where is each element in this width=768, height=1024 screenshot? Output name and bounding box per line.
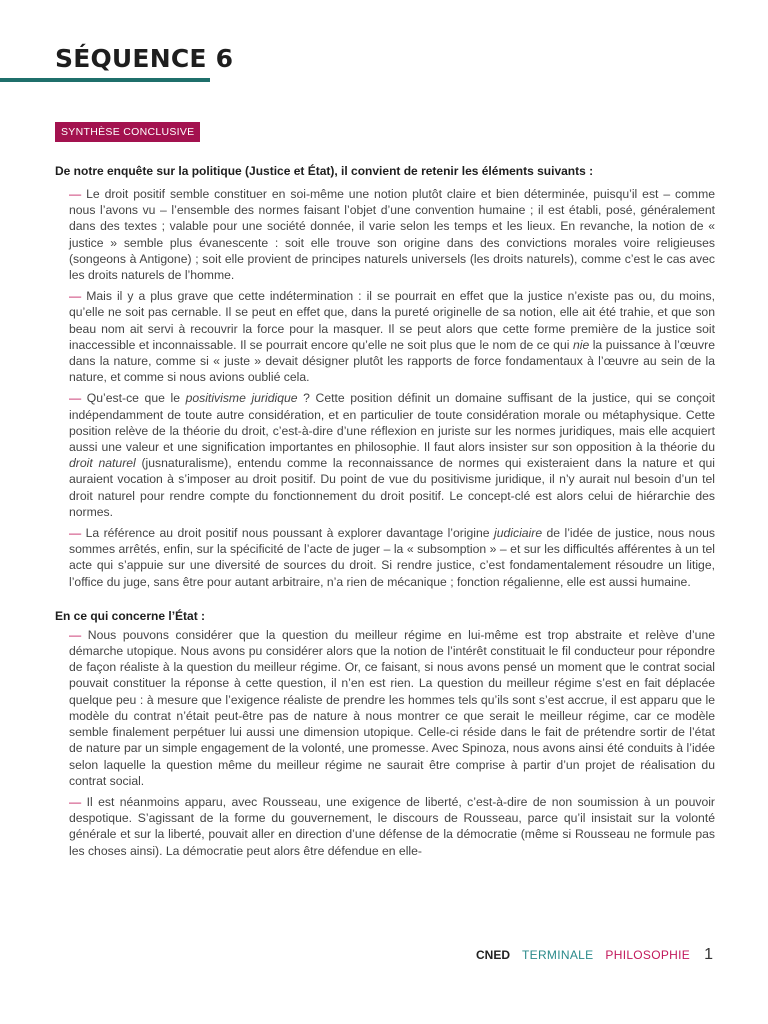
paragraph-text: Il est néanmoins apparu, avec Rousseau, une exigence de liberté, c’est-à-dire de non soumission à un pouvoir despotique. S’agissant de la forme du gouvernement, le discours de Rousseau, parce qu’il insistait sur la volonté générale et sur la liberté, pouvait aller en direction d’une défense de la démocratie (même si Rousseau ne formule pas les choses ainsi). La démocratie peut alors être défendue en elle- (69, 794, 715, 858)
etat-heading: En ce qui concerne l’État : (55, 608, 206, 623)
section-badge: SYNTHÈSE CONCLUSIVE (55, 122, 200, 142)
dash-marker: — (69, 187, 82, 201)
footer-subject: PHILOSOPHIE (605, 948, 691, 962)
emphasis: judiciaire (494, 526, 543, 541)
paragraph-text: Mais il y a plus grave que cette indétermination : il se pourrait en effet que la justice n’existe pas ou, du moins, qu’elle ne soit pas cernable. Il se peut en effet que, dans la pureté originelle de sa notion, elle ait été trahie, et que son beau nom ait servi à recouvrir la force pour la masquer. Il se peut alors que cette forme première de la justice soit inaccessible et inconnaissable. Il se pourrait encore qu’elle ne soit plus que le nom de ce qui (69, 289, 715, 352)
dash-marker: — (69, 391, 82, 406)
paragraph-text: Qu’est-ce que le (86, 391, 186, 406)
page-footer (476, 946, 713, 964)
etat-paragraph-2 (69, 794, 715, 859)
dash-marker: — (69, 794, 82, 809)
paragraph-text: Nous pouvons considérer que la question du meilleur régime en lui-même est trop abstraite et relève d’une démarche utopique. Nous avons pu considérer alors que la notion de l’intérêt constituait le fil conducteur pour répondre de façon réaliste à la question du meilleur régime. Or, ce faisant, si nous avons pensé un moment que le contrat social pouvait constituer la réponse à cette question, il n’en est rien. La question du meilleur régime s’est en fait déplacée quelque peu : à mesure que l’exigence réaliste de prendre les hommes tels qu’ils sont s’est accrue, il est apparu que le modèle du contrat n’était peut-être pas de nature à nous montrer ce que serait le meilleur régime, car ce modèle semble finalement perpétuer lui aussi une dimension utopique. Celle-ci réside dans le fait de prétendre sortir de l’état de nature par un simple engagement de la volonté, une promesse. Avec Spinoza, nous avons ainsi été conduits à l’idée selon laquelle la question même du meilleur régime ne saurait être comprise à partir d’un projet de réalisation du contrat social. (69, 627, 716, 788)
paragraph-text: de l’idée de justice, nous nous sommes arrêtés, enfin, sur la spécificité de l’acte de juger – la « subsomption » – et sur les difficultés afférentes à un tel acte qui s’appuie sur une diversité de sources du droit. Si rendre justice, c’est fondamentalement résoudre un litige, l’office du juge, sans être pour autant arbitraire, n’a rien de mécanique ; fonction régalienne, elle est aussi humaine. (69, 526, 715, 589)
paragraph-text: La référence au droit positif nous poussant à explorer davantage l’origine (85, 526, 494, 541)
emphasis: nie (572, 337, 590, 352)
emphasis: droit naturel (69, 456, 136, 471)
paragraph-text: Le droit positif semble constituer en soi-même une notion plutôt claire et bien déterminée, puisqu’il est – comme nous l’avons vu – l’ensemble des normes faisant l’objet d’une convention humaine ; il est établi, posé, généralement dans des textes ; valable pour une société donnée, il varie selon les temps et les lieux. En revanche, la notion de « justice » semble plus évanescente : soit elle trouve son origine dans des convictions morales voire religieuses (songeons à Antigone) ; soit elle provient de principes naturels universels (les droits naturels), comme c’est le cas avec les droits naturels de l’homme. (69, 187, 715, 283)
title-underline (0, 78, 210, 82)
dash-marker: — (69, 289, 82, 304)
justice-paragraph-3 (69, 390, 715, 520)
footer-level: TERMINALE (522, 948, 594, 962)
paragraph-text: ? Cette position définit un domaine suffisant de la justice, qui se conçoit indépendamment de toute autre considération, et en particulier de toute considération morale ou métaphysique. Cette position relève de la théorie du droit, c’est-à-dire d’une réflexion en juriste sur les normes juridiques, mais elle acquiert aussi une valeur et une signification importantes en philosophie. Il faut alors insister sur son opposition à la théorie du (69, 391, 715, 455)
page-title: SÉQUENCE 6 (55, 44, 234, 73)
paragraph-text: la puissance à l’œuvre dans la nature, comme si « juste » devait désigner plutôt les rapports de force fondamentaux à l’œuvre au sein de la nature, et comme si nous avions oublié cela. (69, 337, 715, 385)
main-content (55, 163, 715, 864)
lead-sentence: De notre enquête sur la politique (Justice et État), il convient de retenir les éléments suivants : (55, 164, 594, 178)
emphasis: positivisme juridique (185, 391, 298, 406)
dash-marker: — (69, 627, 82, 642)
justice-paragraph-4 (69, 525, 715, 590)
dash-marker: — (69, 526, 82, 541)
paragraph-text: (jusnaturalisme), entendu comme la reconnaissance de normes qui existeraient dans la nature et qui auraient vocation à s’imposer au droit positif. Du point de vue du positivisme juridique, il n’y aurait nul besoin d’un tel droit naturel pour rendre compte du fonctionnement du droit positif. Le concept-clé est alors celui de hiérarchie des normes. (69, 456, 715, 519)
footer-brand: CNED (476, 948, 511, 962)
page-number: 1 (704, 946, 713, 963)
etat-paragraph-1 (69, 627, 715, 789)
justice-paragraph-2 (69, 288, 715, 385)
justice-paragraph-1 (69, 186, 715, 283)
